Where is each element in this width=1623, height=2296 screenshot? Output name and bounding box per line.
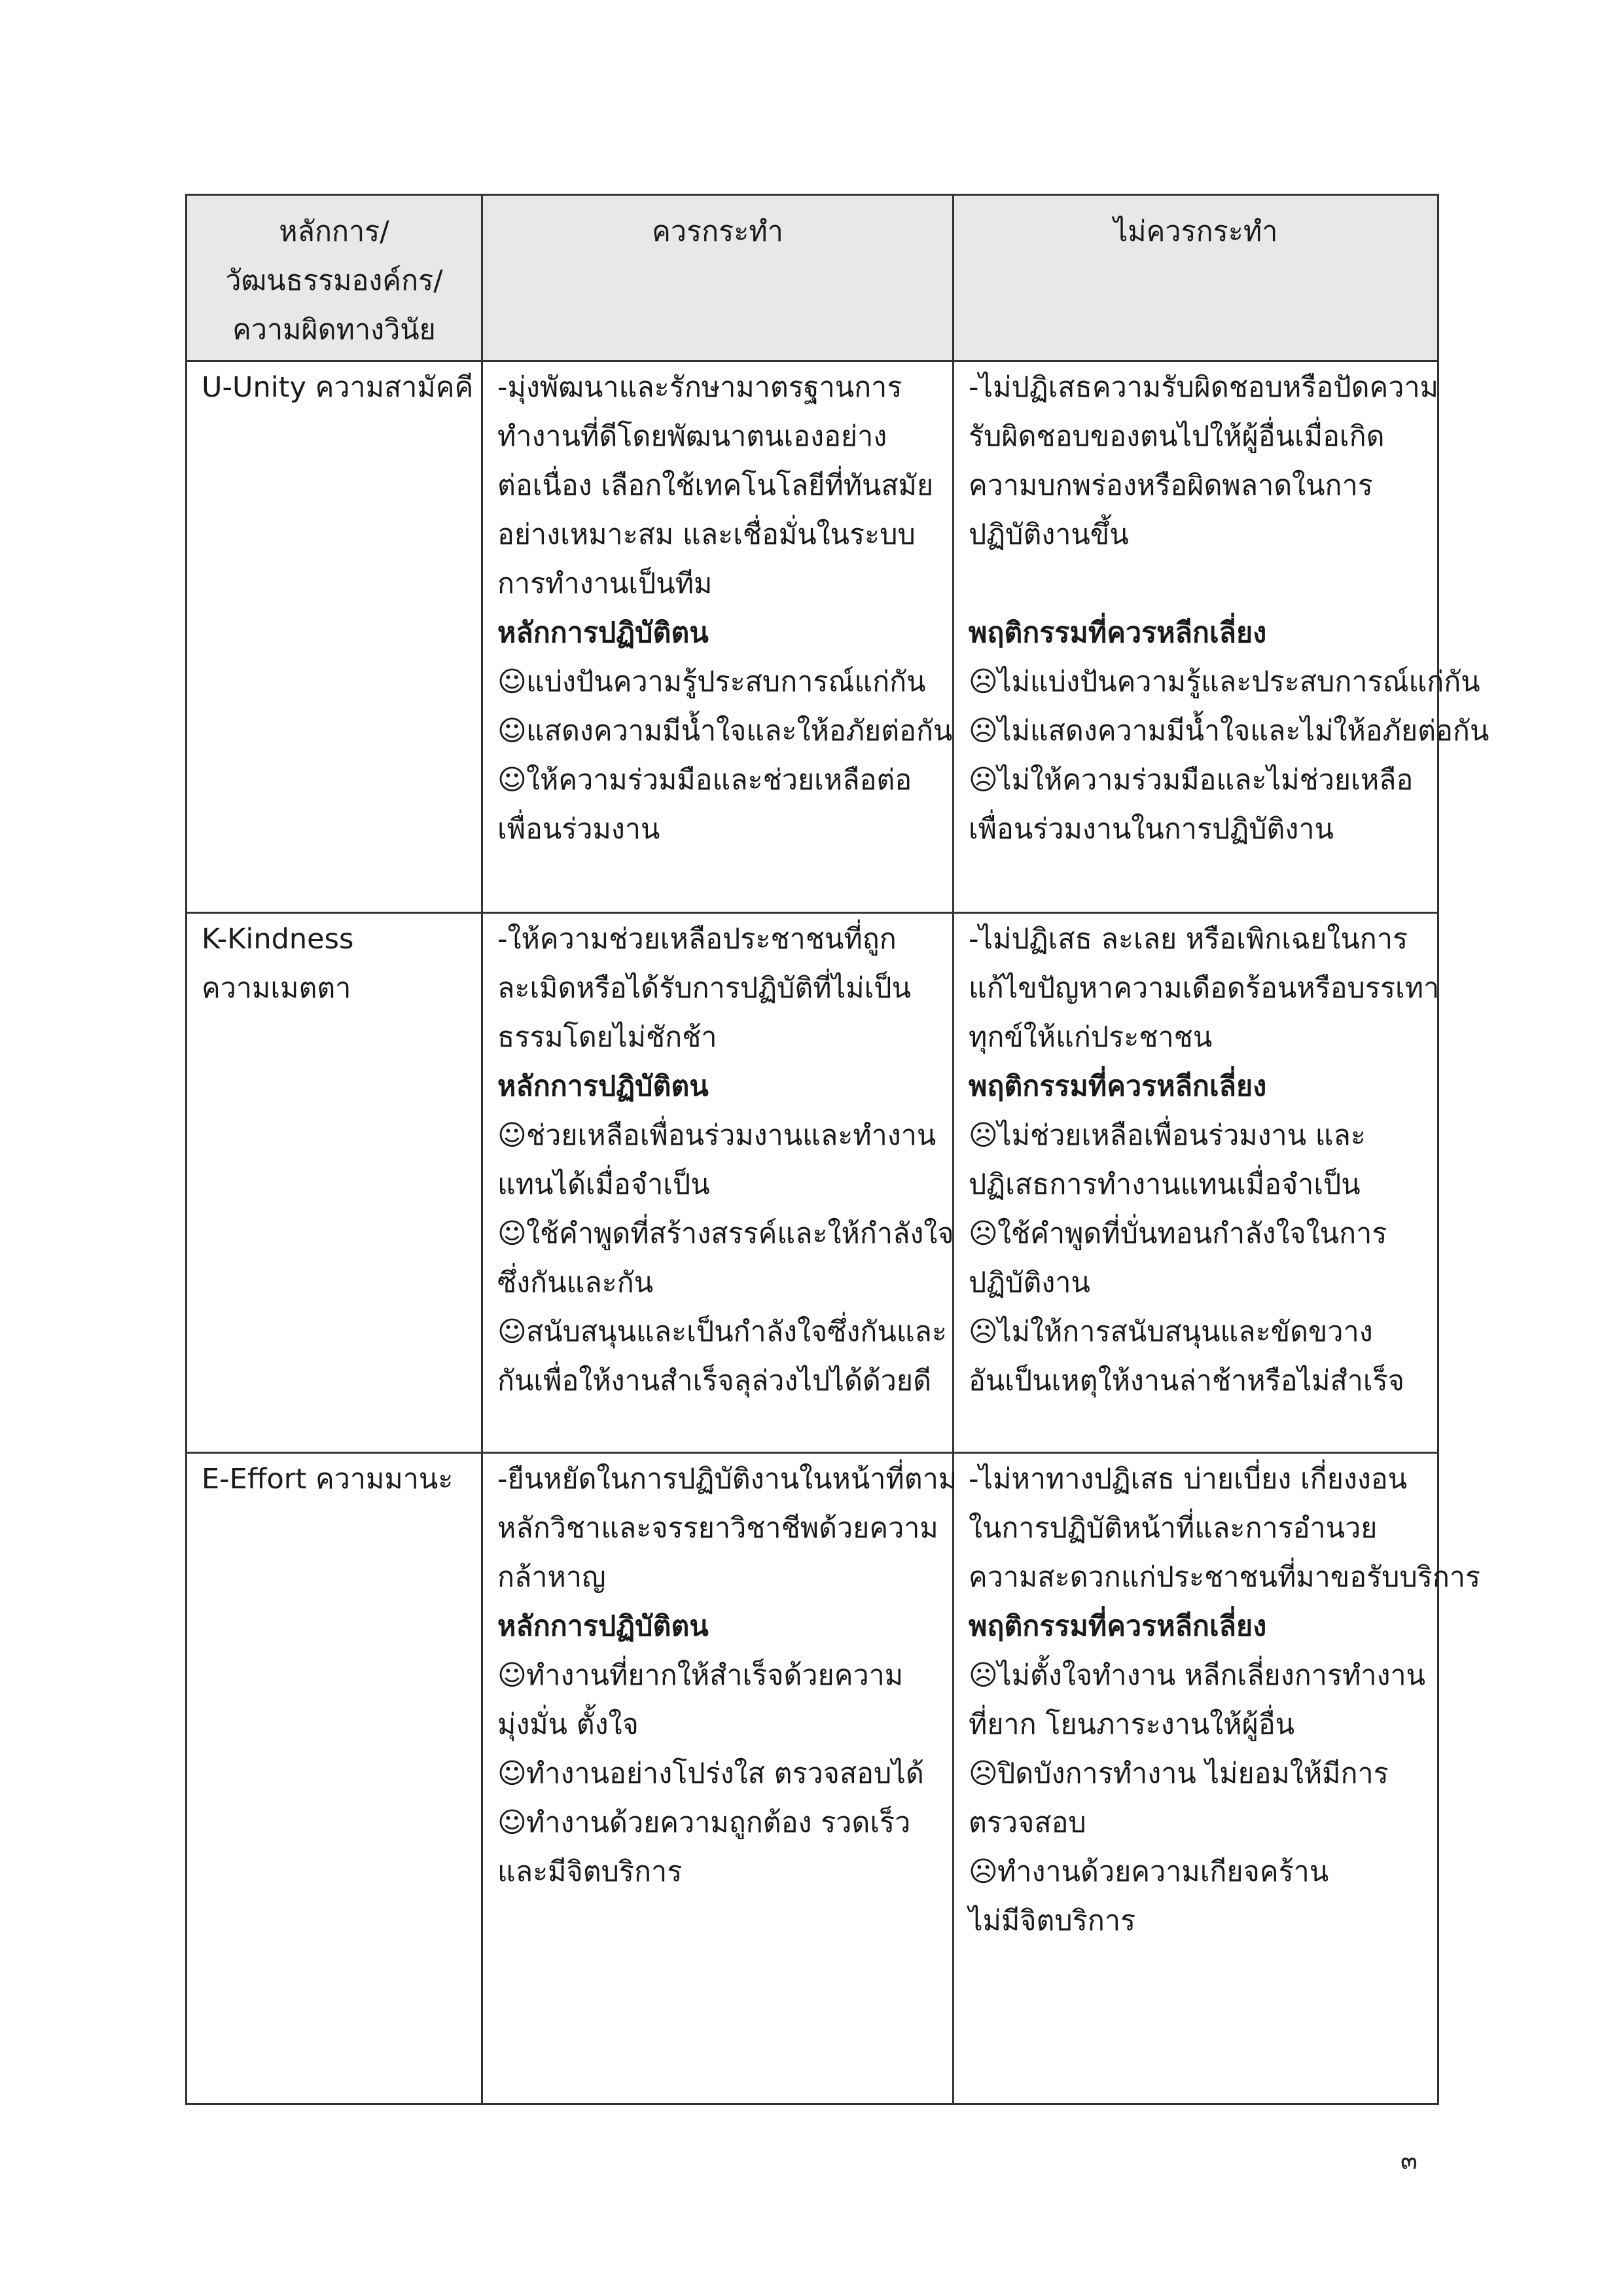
should-text: ทำงานที่ดีโดยพัฒนาตนเองอย่าง (497, 420, 887, 453)
list-item: ☹ไม่ให้การสนับสนุนและขัดขวาง (969, 1308, 1427, 1357)
practice-heading: หลักการปฏิบัติตน (497, 617, 709, 649)
should-not-cell (954, 1453, 1481, 2104)
list-item-continuation: ไม่มีจิตบริการ (969, 1905, 1136, 1937)
frown-icon: ☹ (969, 666, 998, 698)
smiley-icon: ☺ (497, 1119, 527, 1152)
frown-icon: ☹ (969, 1856, 998, 1888)
header-principle-line: วัฒนธรรมองค์กร/ (225, 264, 443, 297)
principle-name: E-Effort ความมานะ (202, 1463, 454, 1496)
list-item: ☺แบ่งปันความรู้ประสบการณ์แก่กัน (497, 658, 942, 707)
frown-icon: ☹ (969, 1659, 998, 1692)
should-not-text: -ไม่ปฏิเสธ ละเลย หรือเพิกเฉยในการ (969, 923, 1408, 956)
header-principle (187, 195, 482, 361)
smiley-icon: ☺ (497, 715, 527, 747)
should-not-text: ปฏิบัติงานขึ้น (969, 518, 1129, 551)
list-item-continuation: มุ่งมั่น ตั้งใจ (497, 1708, 639, 1741)
smiley-icon: ☺ (497, 764, 527, 797)
smiley-icon: ☺ (497, 1757, 527, 1790)
list-item: ☹ไม่ตั้งใจทำงาน หลีกเลี่ยงการทำงาน (969, 1651, 1427, 1700)
avoid-heading: พฤติกรรมที่ควรหลีกเลี่ยง (969, 617, 1267, 649)
principle-cell (187, 1453, 482, 2104)
list-item: ☹ทำงานด้วยความเกียจคร้าน (969, 1848, 1427, 1897)
list-item: ☺ใช้คำพูดที่สร้างสรรค์และให้กำลังใจ (497, 1210, 942, 1259)
list-item-continuation: และมีจิตบริการ (497, 1856, 683, 1888)
list-item-continuation: เพื่อนร่วมงานในการปฏิบัติงาน (969, 813, 1334, 846)
should-cell (482, 913, 954, 1453)
frown-icon: ☹ (969, 1119, 998, 1152)
table-row (187, 1453, 1438, 2104)
header-should-not: ไม่ควรกระทำ (954, 195, 1438, 361)
smiley-icon: ☺ (497, 1217, 527, 1250)
header-should: ควรกระทำ (482, 195, 954, 361)
list-item: ☺แสดงความมีน้ำใจและให้อภัยต่อกัน (497, 707, 942, 756)
list-item: ☺สนับสนุนและเป็นกำลังใจซึ่งกันและ (497, 1308, 942, 1357)
practice-heading: หลักการปฏิบัติตน (497, 1070, 709, 1103)
frown-icon: ☹ (969, 1217, 998, 1250)
frown-icon: ☹ (969, 1757, 998, 1790)
list-item-continuation: ปฏิบัติงาน (969, 1266, 1090, 1299)
list-item: ☺ทำงานที่ยากให้สำเร็จด้วยความ (497, 1651, 942, 1700)
frown-icon: ☹ (969, 715, 998, 747)
should-text: กล้าหาญ (497, 1561, 606, 1594)
principle-cell (187, 913, 482, 1453)
should-not-text: -ไม่ปฏิเสธความรับผิดชอบหรือปัดความ (969, 371, 1438, 404)
list-item: ☹ไม่แสดงความมีน้ำใจและไม่ให้อภัยต่อกัน (969, 707, 1427, 756)
should-cell (482, 361, 954, 913)
should-text: การทำงานเป็นทีม (497, 567, 713, 600)
list-item: ☹ใช้คำพูดที่บั่นทอนกำลังใจในการ (969, 1210, 1427, 1259)
list-item: ☹ไม่แบ่งปันความรู้และประสบการณ์แก่กัน (969, 658, 1427, 707)
list-item-continuation: ปฏิเสธการทำงานแทนเมื่อจำเป็น (969, 1168, 1361, 1201)
smiley-icon: ☺ (497, 666, 527, 698)
should-text: ละเมิดหรือได้รับการปฏิบัติที่ไม่เป็น (497, 972, 911, 1005)
should-text: -มุ่งพัฒนาและรักษามาตรฐานการ (497, 371, 902, 404)
should-text: หลักวิชาและจรรยาวิชาชีพด้วยความ (497, 1512, 938, 1545)
practice-heading: หลักการปฏิบัติตน (497, 1610, 709, 1643)
smiley-icon: ☺ (497, 1806, 527, 1839)
list-item: ☹ไม่ช่วยเหลือเพื่อนร่วมงาน และ (969, 1111, 1427, 1160)
frown-icon: ☹ (969, 1316, 998, 1348)
principle-name: K-Kindness (202, 923, 354, 956)
list-item: ☹ไม่ให้ความร่วมมือและไม่ช่วยเหลือ (969, 756, 1427, 805)
avoid-heading: พฤติกรรมที่ควรหลีกเลี่ยง (969, 1610, 1267, 1643)
list-item: ☺ให้ความร่วมมือและช่วยเหลือต่อ (497, 756, 942, 805)
should-not-text: ความบกพร่องหรือผิดพลาดในการ (969, 469, 1373, 502)
list-item-continuation: เพื่อนร่วมงาน (497, 813, 660, 846)
list-item-continuation: ที่ยาก โยนภาระงานให้ผู้อื่น (969, 1708, 1295, 1741)
table-row (187, 361, 1438, 913)
should-not-text: แก้ไขปัญหาความเดือดร้อนหรือบรรเทา (969, 972, 1440, 1005)
should-text: -ให้ความช่วยเหลือประชาชนที่ถูก (497, 923, 897, 956)
spacer (969, 560, 1427, 609)
list-item-continuation: อันเป็นเหตุให้งานล่าช้าหรือไม่สำเร็จ (969, 1365, 1404, 1397)
should-not-text: ในการปฏิบัติหน้าที่และการอำนวย (969, 1512, 1378, 1545)
should-cell (482, 1453, 957, 2104)
avoid-heading: พฤติกรรมที่ควรหลีกเลี่ยง (969, 1070, 1267, 1103)
should-not-cell (954, 361, 1489, 913)
list-item-continuation: ซึ่งกันและกัน (497, 1266, 654, 1299)
should-text: -ยืนหยัดในการปฏิบัติงานในหน้าที่ตาม (497, 1463, 957, 1496)
principle-name: U-Unity ความสามัคคี (202, 371, 474, 404)
should-not-text: -ไม่หาทางปฏิเสธ บ่ายเบี่ยง เกี่ยงงอน (969, 1463, 1408, 1496)
list-item: ☺ทำงานด้วยความถูกต้อง รวดเร็ว (497, 1799, 942, 1848)
table-row (187, 913, 1438, 1453)
should-not-cell (954, 913, 1438, 1453)
list-item: ☺ทำงานอย่างโปร่งใส ตรวจสอบได้ (497, 1749, 942, 1799)
table-header-row (187, 195, 1438, 361)
should-text: ธรรมโดยไม่ชักช้า (497, 1021, 717, 1054)
should-not-text: รับผิดชอบของตนไปให้ผู้อื่นเมื่อเกิด (969, 420, 1385, 453)
ethics-table (185, 194, 1489, 2105)
should-text: ต่อเนื่อง เลือกใช้เทคโนโลยีที่ทันสมัย (497, 469, 934, 502)
list-item-continuation: แทนได้เมื่อจำเป็น (497, 1168, 710, 1201)
header-principle-line: หลักการ/ (279, 215, 389, 248)
page-number: ๓ (1400, 2146, 1418, 2175)
smiley-icon: ☺ (497, 1659, 527, 1692)
list-item: ☹ปิดบังการทำงาน ไม่ยอมให้มีการ (969, 1749, 1427, 1799)
principle-name: ความเมตตา (202, 972, 351, 1005)
header-principle-line: ความผิดทางวินัย (232, 314, 436, 346)
frown-icon: ☹ (969, 764, 998, 797)
principle-cell (187, 361, 482, 913)
should-text: อย่างเหมาะสม และเชื่อมั่นในระบบ (497, 518, 916, 551)
list-item-continuation: ตรวจสอบ (969, 1806, 1086, 1839)
smiley-icon: ☺ (497, 1316, 527, 1348)
list-item-continuation: กันเพื่อให้งานสำเร็จลุล่วงไปได้ด้วยดี (497, 1365, 932, 1397)
list-item: ☺ช่วยเหลือเพื่อนร่วมงานและทำงาน (497, 1111, 942, 1160)
should-not-text: ทุกข์ให้แก่ประชาชน (969, 1021, 1213, 1054)
should-not-text: ความสะดวกแก่ประชาชนที่มาขอรับบริการ (969, 1561, 1481, 1594)
